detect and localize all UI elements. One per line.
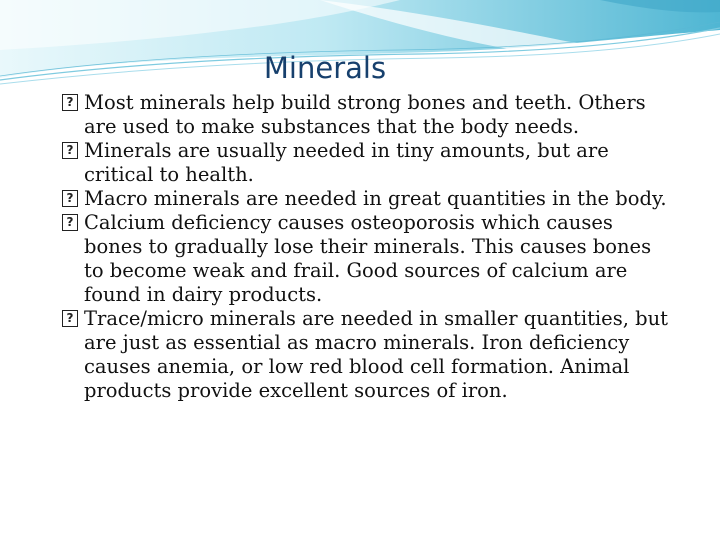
replacement-character-icon: ? bbox=[62, 142, 78, 159]
bullet-item bbox=[62, 91, 672, 139]
replacement-character-icon: ? bbox=[62, 310, 78, 327]
bullet-item bbox=[62, 187, 672, 211]
bullet-text: Minerals are usually needed in tiny amounts, but are critical to health. bbox=[84, 139, 609, 186]
bullet-item bbox=[62, 211, 672, 307]
bullet-item bbox=[62, 307, 672, 403]
bullet-text: Most minerals help build strong bones and teeth. Others are used to make substances that the body needs. bbox=[84, 91, 646, 138]
bullet-item bbox=[62, 139, 672, 187]
bullet-text: Macro minerals are needed in great quantities in the body. bbox=[84, 187, 667, 210]
replacement-character-icon: ? bbox=[62, 94, 78, 111]
replacement-character-icon: ? bbox=[62, 214, 78, 231]
bullet-text: Trace/micro minerals are needed in smaller quantities, but are just as essential as macro minerals. Iron deficiency causes anemia, or low red blood cell formation. Animal products provide excellent sources of iron. bbox=[84, 307, 668, 402]
bullet-list bbox=[62, 91, 672, 403]
slide-title: Minerals bbox=[263, 51, 387, 85]
bullet-text: Calcium deficiency causes osteoporosis which causes bones to gradually lose their minerals. This causes bones to become weak and frail. Good sources of calcium are found in dairy products. bbox=[84, 211, 652, 306]
replacement-character-icon: ? bbox=[62, 190, 78, 207]
